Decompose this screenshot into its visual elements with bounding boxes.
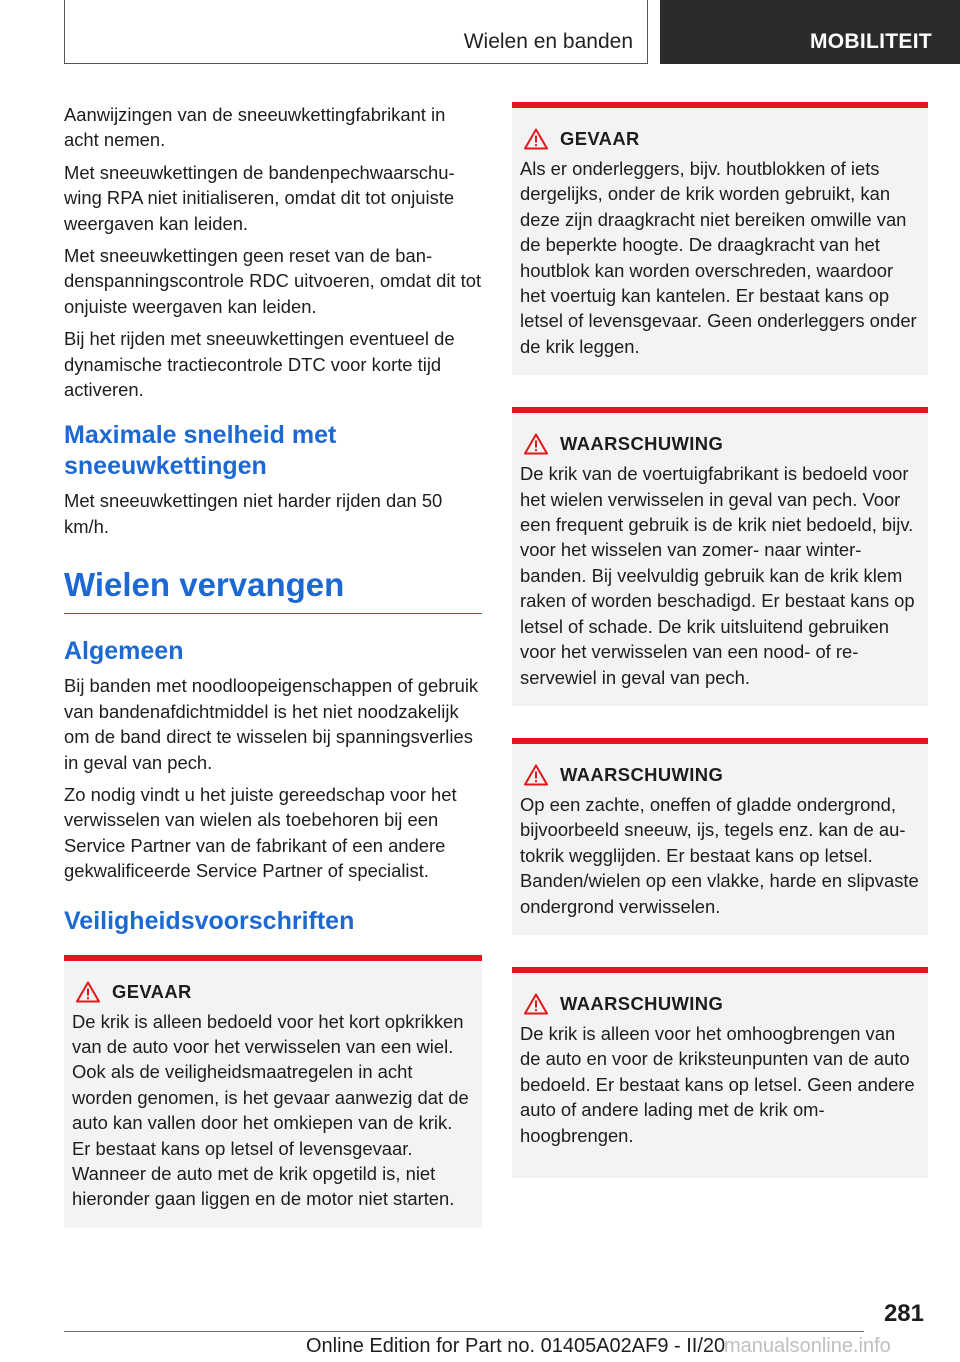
warning-text: Als er onderleggers, bijv. houtblokken of iets dergelijks, onder de krik worden gebruikt, kan deze zijn draagkracht niet bereiken omwille van de beperkte hoogte. De draagkracht van het houtblok kan worden overschreden, waardoor het voertuig kan kantelen. Er bestaat kans op letsel of levensgevaar. Geen onderleggers onder de krik leggen. [520,158,917,357]
warning-title: GEVAAR [560,128,640,149]
warning-box-waarschuwing-3 [512,967,928,1178]
header-section-box [64,0,648,64]
header-chapter-tab [660,0,960,64]
warning-text: De krik is alleen voor het omhoogbrengen van de auto en voor de kriksteunpunten van de auto bedoeld. Er bestaat kans op letsel. Geen andere auto of andere lading met de krik omhoogbrengen. [520,1022,915,1146]
page-number: 281 [883,1300,924,1327]
footer-edition: Online Edition for Part no. 01405A02AF9 - II/20 [306,1335,726,1357]
paragraph-rpa: Met sneeuwkettingen de bandenpechwaarschuwing RPA niet initialiseren, omdat dit tot onjuiste weergaven kan leiden. [64,161,455,234]
warning-title: GEVAAR [112,980,192,1002]
warning-triangle-icon [524,128,548,150]
left-column [64,102,482,1260]
header-chapter-title: MOBILITEIT [810,30,932,53]
heading-veiligheid: Veiligheidsvoorschriften [64,906,355,935]
warning-title: WAARSCHUWING [560,763,724,785]
warning-box-waarschuwing-2 [512,738,928,935]
warning-box-gevaar-2 [512,102,928,375]
paragraph-max-speed: Met sneeuwkettingen niet harder rijden dan 50 km/h. [64,490,443,537]
warning-title: WAARSCHUWING [560,992,724,1014]
paragraph-manufacturer-notes: Aanwijzingen van de sneeuwkettingfabrikant in acht nemen. [64,104,446,151]
paragraph-dtc: Bij het rijden met sneeuwkettingen eventueel de dynamische tractiecontrole DTC voor korte tijd activeren. [64,328,455,401]
paragraph-rdc: Met sneeuwkettingen geen reset van de bandenspanningscontrole RDC uitvoeren, omdat dit tot onjuiste weergaven kan leiden. [64,245,482,317]
warning-title: WAARSCHUWING [560,433,724,455]
paragraph-tools: Zo nodig vindt u het juiste gereedschap voor het verwisselen van wielen als toebehoren bij een Service Partner van de fabrikant of een andere gekwalificeerde Service Partner of specialist. [64,783,457,882]
warning-text: Op een zachte, oneffen of gladde ondergrond, bijvoorbeeld sneeuw, ijs, tegels enz. kan de autokrik wegglijden. Er bestaat kans op letsel. Banden/wielen op een vlakke, harde en slipvaste ondergrond verwisselen. [520,793,919,917]
warning-box-gevaar-1 [64,955,482,1228]
header-section-title: Wielen en banden [463,30,633,53]
warning-box-waarschuwing-1 [512,407,928,706]
right-column [512,102,928,1210]
warning-triangle-icon [524,433,548,455]
footer-watermark: manualsonline.info [724,1335,891,1357]
warning-triangle-icon [524,993,548,1015]
warning-text: De krik van de voertuigfabrikant is bedoeld voor het wielen verwisselen in geval van pech. Voor een frequent gebruik is de krik niet bedoeld, bijv. voor het wisselen van zomer- naar winterbanden. Bij veelvuldig gebruik kan de krik klem raken of worden beschadigd. Er bestaat kans op letsel of schade. De krik uitsluitend gebruiken voor het verwisselen van een nood- of reservewiel in geval van pech. [520,463,915,688]
footer-divider [64,1331,864,1332]
warning-triangle-icon [76,981,100,1003]
heading-algemeen: Algemeen [64,637,184,666]
warning-text: De krik is alleen bedoeld voor het kort opkrikken van de auto voor het verwisselen van een wiel. Ook als de veiligheidsmaatregelen in acht worden genomen, is het gevaar aanwezig dat de auto kan vallen door het omkiepen van de krik. Er bestaat kans op letsel of levensgevaar. Wanneer de auto met de krik opgetild is, niet hieronder gaan liggen en de motor niet starten. [72,1010,469,1210]
heading-wielen-vervangen: Wielen vervangen [64,565,482,614]
heading-max-speed: Maximale snelheid met sneeuwkettingen [64,421,337,481]
warning-triangle-icon [524,764,548,786]
paragraph-runflat: Bij banden met noodloopeigenschappen of gebruik van bandenafdichtmiddel is het niet noodzakelijk om de band direct te wisselen bij spanningsverlies in geval van pech. [64,675,479,773]
